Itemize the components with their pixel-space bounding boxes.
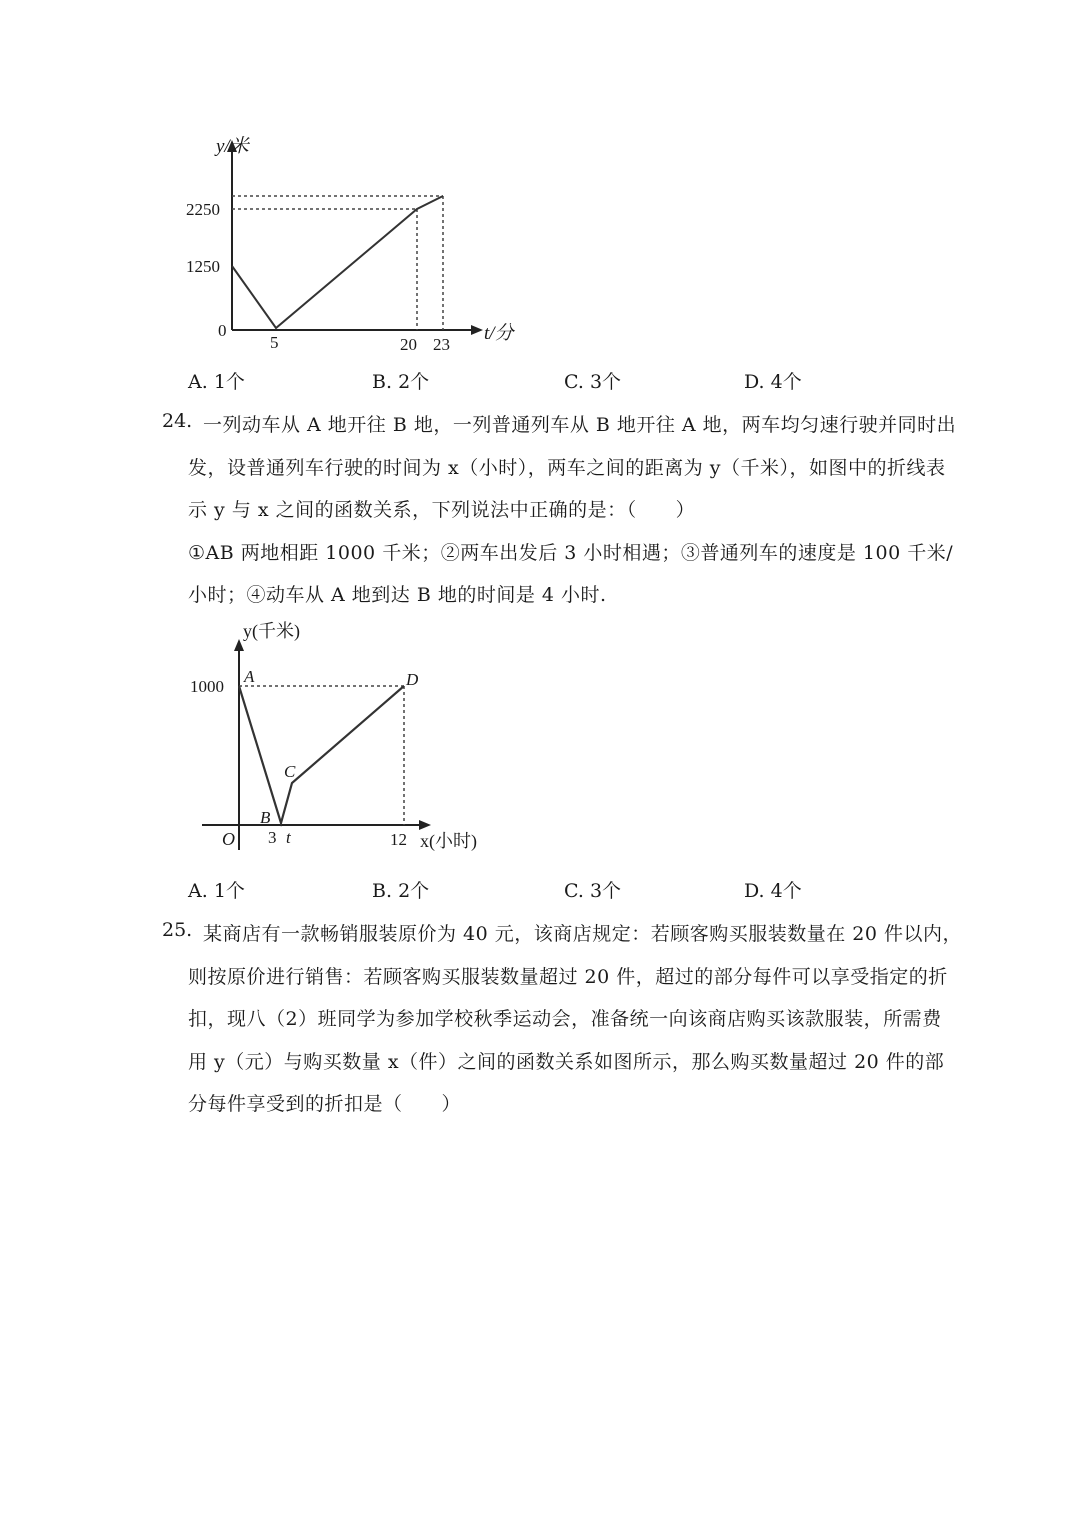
y-axis-label: y/米 <box>216 136 249 157</box>
option-letter: D. <box>744 880 765 902</box>
point-label-c: C <box>284 762 296 781</box>
q24-text-line-3: 示 y 与 x 之间的函数关系，下列说法中正确的是：（ ） <box>188 499 696 521</box>
x-tick-t: t <box>286 828 291 847</box>
y-tick-1250: 1250 <box>186 257 220 276</box>
q25-text-line-3: 扣，现八（2）班同学为参加学校秋季运动会，准备统一向该商店购买该款服装，所需费 <box>188 1008 942 1030</box>
option-letter: D. <box>744 371 765 393</box>
q24-text-line-4: ①AB 两地相距 1000 千米；②两车出发后 3 小时相遇；③普通列车的速度是 100 千米/ <box>188 542 954 564</box>
q24-text-line-1: 一列动车从 A 地开往 B 地，一列普通列车从 B 地开往 A 地，两车均匀速行驶并同时出 <box>203 414 957 436</box>
x-tick-20: 20 <box>400 335 417 354</box>
q24-number: 24. <box>162 410 193 432</box>
q23-option-b[interactable] <box>372 367 429 394</box>
y-tick-1000: 1000 <box>190 677 224 696</box>
option-text: 2个 <box>398 880 430 902</box>
x-tick-12: 12 <box>390 830 407 849</box>
q24-option-b[interactable] <box>372 876 429 903</box>
distance-time-chart-2 <box>180 615 500 860</box>
origin-label: 0 <box>218 321 227 340</box>
x-tick-3: 3 <box>268 828 277 847</box>
y-tick-2250: 2250 <box>186 200 220 219</box>
q23-option-c[interactable] <box>564 367 621 394</box>
option-letter: B. <box>372 880 393 902</box>
q24-text-line-5: 小时；④动车从 A 地到达 B 地的时间是 4 小时. <box>188 584 607 606</box>
q23-option-a[interactable] <box>188 367 245 394</box>
q25-text-line-1: 某商店有一款畅销服装原价为 40 元，该商店规定：若顾客购买服装数量在 20 件以内， <box>203 923 963 945</box>
option-text: 2个 <box>398 371 430 393</box>
q23-option-d[interactable] <box>744 367 802 394</box>
q25-text-line-4: 用 y（元）与购买数量 x（件）之间的函数关系如图所示，那么购买数量超过 20 件的部 <box>188 1051 945 1073</box>
series-line <box>232 196 443 328</box>
x-tick-23: 23 <box>433 335 450 354</box>
series-line <box>239 686 404 823</box>
x-tick-5: 5 <box>270 333 279 352</box>
y-axis-label: y(千米) <box>243 621 300 641</box>
point-label-a: A <box>244 667 255 686</box>
option-letter: C. <box>564 371 584 393</box>
x-axis-label: t/分 <box>484 323 514 344</box>
option-text: 4个 <box>770 880 802 902</box>
origin-label: O <box>222 829 235 849</box>
x-axis-arrow <box>471 325 483 335</box>
option-letter: C. <box>564 880 584 902</box>
distance-time-chart-1 <box>170 130 530 360</box>
q24-text-line-2: 发，设普通列车行驶的时间为 x（小时），两车之间的距离为 y（千米），如图中的折线表 <box>188 457 946 479</box>
option-text: 3个 <box>589 880 622 902</box>
option-text: 3个 <box>589 371 622 393</box>
point-label-b: B <box>260 808 271 827</box>
q24-option-c[interactable] <box>564 876 621 903</box>
q25-text-line-5: 分每件享受到的折扣是（ ） <box>188 1093 462 1115</box>
option-text: 4个 <box>770 371 802 393</box>
option-letter: B. <box>372 371 393 393</box>
x-axis-arrow <box>419 820 431 830</box>
q25-text-line-2: 则按原价进行销售：若顾客购买服装数量超过 20 件，超过的部分每件可以享受指定的折 <box>188 966 948 988</box>
option-letter: A. <box>188 371 208 393</box>
option-text: 1个 <box>213 880 245 902</box>
option-text: 1个 <box>213 371 245 393</box>
x-axis-label: x(小时) <box>420 831 477 851</box>
q24-option-d[interactable] <box>744 876 802 903</box>
q25-number: 25. <box>162 919 193 941</box>
point-label-d: D <box>406 670 419 689</box>
q24-option-a[interactable] <box>188 876 245 903</box>
option-letter: A. <box>188 880 208 902</box>
